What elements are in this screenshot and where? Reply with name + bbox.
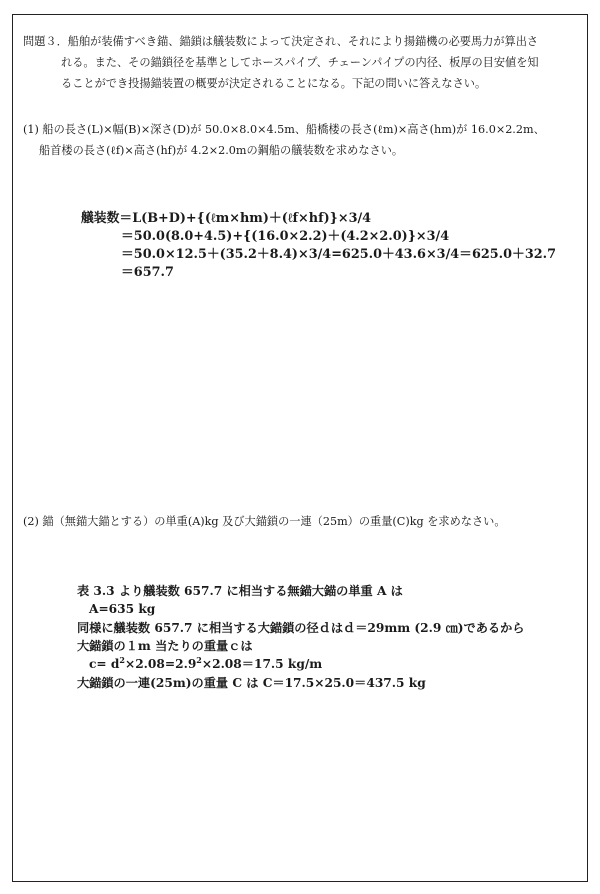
answer2-line-3: 同様に艤装数 657.7 に相当する大錨鎖の径ｄはｄ＝29mm (2.9 ㎝)であるから [77,621,525,635]
superscript-2-b: 2 [196,654,202,665]
answer2-line-2: A=635 kg [89,602,156,616]
question1-line-1: (1) 船の長さ(L)×幅(B)×深さ(D)が 50.0×8.0×4.5m、船橋楼の長さ(ℓm)×高さ(hm)が 16.0×2.2m、 [23,123,545,136]
answer2-line-5 [89,656,322,672]
answer1-line-1: 艤装数＝L(B+D)+{(ℓm×hm)＋(ℓf×hf)}×3/4 [81,211,372,226]
question2-line: (2) 錨（無錨大錨とする）の単重(A)kg 及び大錨鎖の一連（25m）の重量(C)kg を求めなさい。 [23,515,506,528]
problem-line-2: れる。また、その錨鎖径を基準としてホースパイプ、チェーンパイプの内径、板厚の目安値を知 [61,56,539,69]
problem-line-3: ることができ投揚錨装置の概要が決定されることになる。下記の問いに答えなさい。 [61,77,487,90]
answer2-line-1: 表 3.3 より艤装数 657.7 に相当する無錨大錨の単重 A は [77,584,403,598]
answer2-line-5-part-c: ×2.08＝17.5 kg/m [201,657,323,671]
answer2-line-6: 大錨鎖の一連(25m)の重量 C は C＝17.5×25.0＝437.5 kg [77,676,426,690]
answer1-line-4: ＝657.7 [121,265,174,280]
answer1-line-2: ＝50.0(8.0+4.5)+{(16.0×2.2)＋(4.2×2.0)}×3/4 [121,229,450,244]
page-frame [12,14,588,882]
answer2-line-4: 大錨鎖の１m 当たりの重量ｃは [77,639,253,653]
answer2-line-5-part-b: ×2.08=2.9 [124,657,197,671]
answer2-line-5-part-a: c= d [89,657,120,671]
superscript-2-a: 2 [119,654,125,665]
answer1-line-3: ＝50.0×12.5＋(35.2＋8.4)×3/4=625.0＋43.6×3/4＝625.0＋32.7 [121,247,556,262]
problem-line-1: 問題３．船舶が装備すべき錨、錨鎖は艤装数によって決定され、それにより揚錨機の必要馬力が算出さ [23,35,539,48]
question1-line-2: 船首楼の長さ(ℓf)×高さ(hf)が 4.2×2.0mの鋼船の艤装数を求めなさい。 [39,144,404,157]
